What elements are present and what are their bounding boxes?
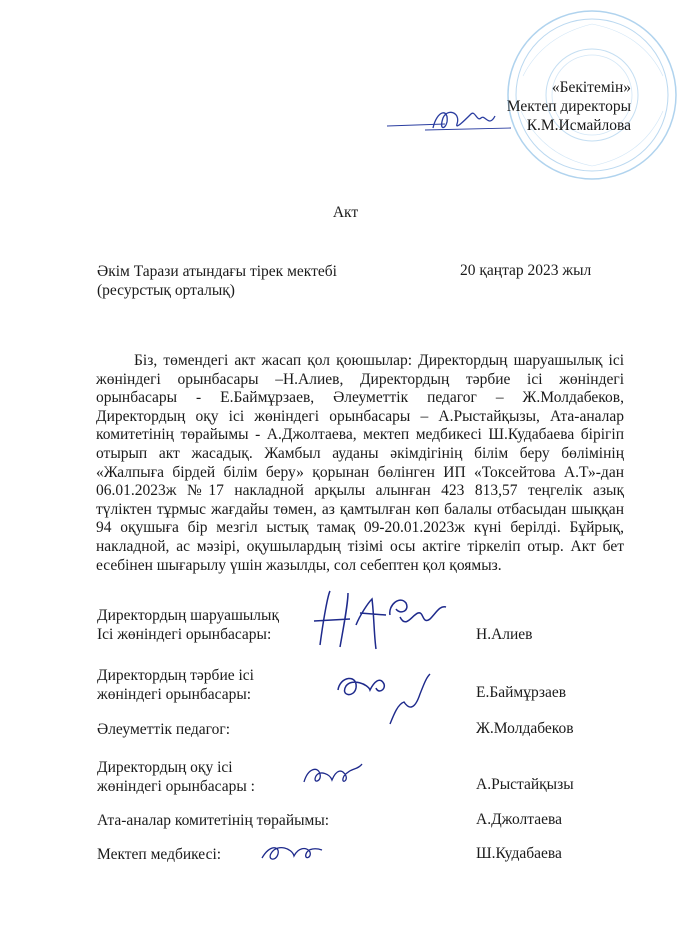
signatory-role-line: жөніндегі орынбасары : xyxy=(97,778,255,795)
signature-rystaikyzy xyxy=(300,760,370,790)
signatory-name-5: А.Джолтаева xyxy=(476,811,562,828)
signature-aliev xyxy=(290,585,460,655)
signatory-role-5 xyxy=(97,811,329,830)
approval-name: К.М.Исмайлова xyxy=(526,117,631,134)
document-date: 20 қаңтар 2023 жыл xyxy=(460,262,592,279)
signatory-role-line: Мектеп медбикесі: xyxy=(97,846,222,863)
signatory-role-2 xyxy=(97,666,254,704)
signatory-role-line: Директордың тәрбие ісі xyxy=(97,667,254,684)
signature-kudabayeva xyxy=(256,838,326,866)
signatory-role-1 xyxy=(97,606,279,644)
signatory-name-3: Ж.Молдабеков xyxy=(476,720,574,737)
document-title: Акт xyxy=(332,204,359,221)
signatory-role-line: Директордың оқу ісі xyxy=(97,759,233,776)
school-name-line2: (ресурстық орталық) xyxy=(97,282,235,299)
signatory-role-line: Ісі жөніндегі орынбасары: xyxy=(97,626,272,643)
approval-position: Мектеп директоры xyxy=(506,98,631,115)
signatory-name-6: Ш.Кудабаева xyxy=(476,845,562,862)
signatory-role-line: Директордың шаруашылық xyxy=(97,607,279,624)
signatory-name-1: Н.Алиев xyxy=(476,626,533,643)
director-signature xyxy=(385,100,515,140)
approval-heading: «Бекітемін» xyxy=(551,79,631,96)
act-body-text: Біз, төмендегі акт жасап қол қоюшылар: Директордың шаруашылық ісі жөніндегі орынбасары –Н.Алиев, Директордың тәрбие ісі жөніндегі орынбасары - Е.Баймұрзаев, Әлеуметтік педагог – Ж.Молдабеков, Директордың оқу ісі жөніндегі орынбасары – А.Рыстайқызы, Ата-аналар комитетінің төрайымы - А.Джолтаева, мектеп медбикесі Ш.Кудабаева бірігіп отырып акт жасадық. Жамбыл ауданы әкімдігінің білім беру бөлімінің «Жалпыға бірдей білім беру» қорынан бөлінген ИП «Токсейтова А.Т»-дан 06.01.2023ж №17 накладной арқылы алынған 423 813,57 теңгелік азық түліктен тұрмыс жағдайы төмен, аз қамтылған көп балалы отбасыдан шыққан 94 оқушыға бір мезгіл ыстық тамақ 09-20.01.2023ж күні берілді. Бұйрық, накладной, ас мәзірі, оқушылардың тізімі осы актіге тіркеліп отыр. Акт бет есебінен шығарылу үшін жазылды, сол себептен қол қоямыз. xyxy=(96,352,624,574)
signatory-role-3 xyxy=(97,720,230,739)
signature-baimurzayev xyxy=(328,664,438,734)
signatory-role-line: Әлеуметтік педагог: xyxy=(97,721,231,738)
school-name-line1: Әкім Тарази атындағы тірек мектебі xyxy=(97,263,337,280)
signatory-name-2: Е.Баймұрзаев xyxy=(476,684,567,701)
signatory-name-4: А.Рыстайқызы xyxy=(476,776,574,793)
signatory-role-line: Ата-аналар комитетінің төрайымы: xyxy=(97,812,330,829)
signatory-role-line: жөніндегі орынбасары: xyxy=(97,686,252,703)
signatory-role-4 xyxy=(97,758,255,796)
school-name xyxy=(97,262,337,300)
signatory-role-6 xyxy=(97,845,221,864)
